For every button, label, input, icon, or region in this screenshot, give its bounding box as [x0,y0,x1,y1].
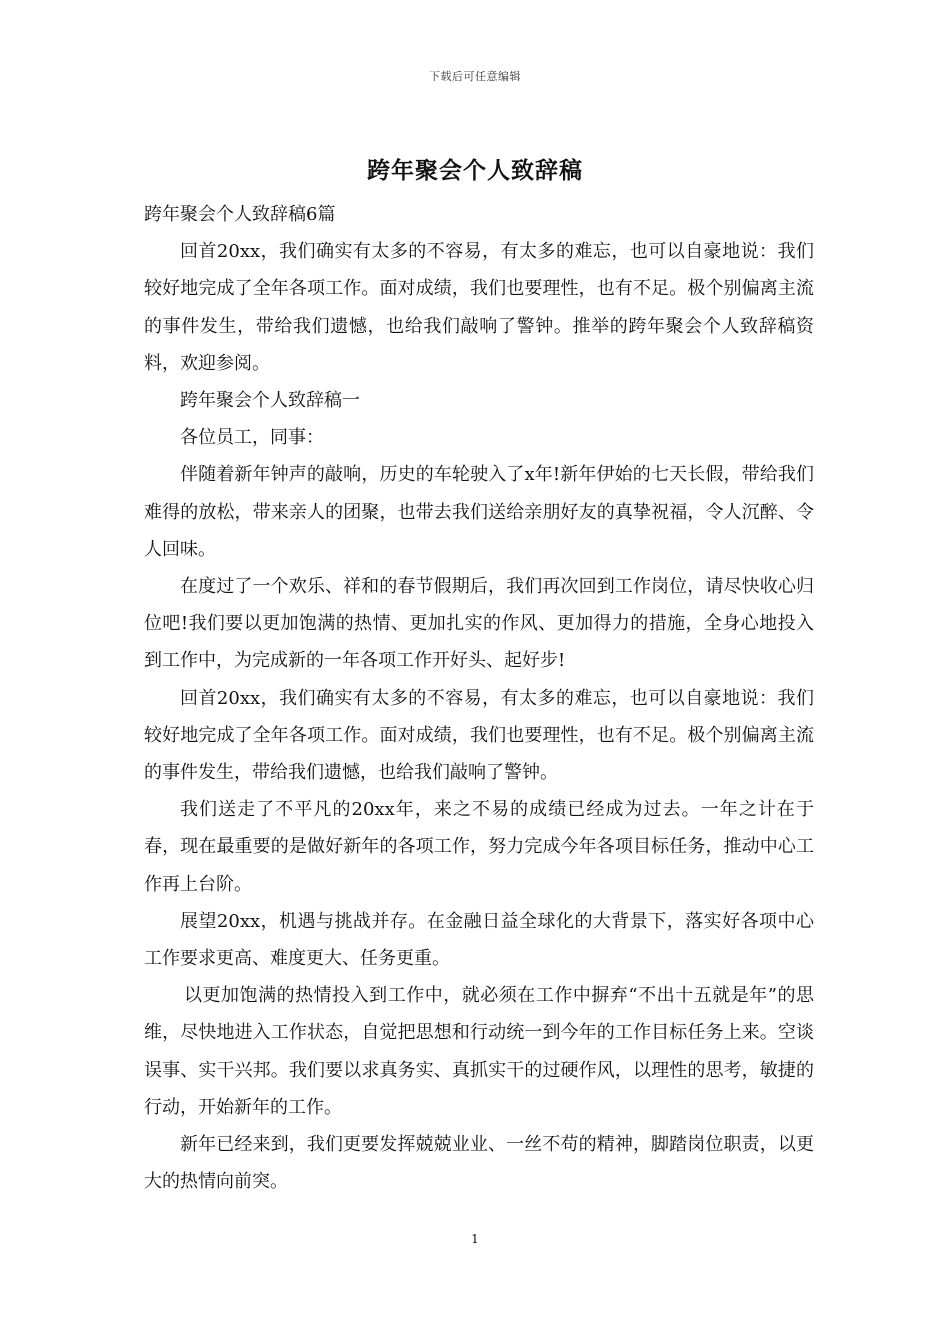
paragraph: 以更加饱满的热情投入到工作中，就必须在工作中摒弃“不出十五就是年”的思维，尽快地进入工作状态，自觉把思想和行动统一到今年的工作目标任务上来。空谈误事、实干兴邦。我们要以求真务实、真抓实干的过硬作风，以理性的思考，敏捷的行动，开始新年的工作。 [144,985,814,1118]
paragraph: 我们送走了不平凡的20xx年，来之不易的成绩已经成为过去。一年之计在于春，现在最重要的是做好新年的各项工作，努力完成今年各项目标任务，推动中心工作再上台阶。 [144,799,814,895]
page-number: 1 [471,1232,479,1246]
paragraph: 新年已经来到，我们更要发挥兢兢业业、一丝不苟的精神，脚踏岗位职责，以更大的热情向前突。 [144,1134,814,1193]
document-title: 跨年聚会个人致辞稿 [367,157,583,184]
paragraph: 在度过了一个欢乐、祥和的春节假期后，我们再次回到工作岗位，请尽快收心归位吧!我们要以更加饱满的热情、更加扎实的作风、更加得力的措施，全身心地投入到工作中，为完成新的一年各项工作开好头、起好步! [144,576,814,672]
document-subtitle: 跨年聚会个人致辞稿6篇 [144,204,336,225]
paragraph: 回首20xx，我们确实有太多的不容易，有太多的难忘，也可以自豪地说：我们较好地完成了全年各项工作。面对成绩，我们也要理性，也有不足。极个别偏离主流的事件发生，带给我们遗憾，也给我们敲响了警钟。 [144,687,814,784]
document-body [144,196,814,1200]
paragraph-intro: 回首20xx，我们确实有太多的不容易，有太多的难忘，也可以自豪地说：我们较好地完成了全年各项工作。面对成绩，我们也要理性，也有不足。极个别偏离主流的事件发生，带给我们遗憾，也给我们敲响了警钟。推举的跨年聚会个人致辞稿资料，欢迎参阅。 [144,241,814,374]
salutation: 各位员工，同事： [180,427,324,449]
header-note: 下载后可任意编辑 [429,70,521,83]
paragraph: 伴随着新年钟声的敲响，历史的车轮驶入了x年!新年伊始的七天长假，带给我们难得的放松，带来亲人的团聚，也带去我们送给亲朋好友的真挚祝福，令人沉醉、令人回味。 [144,464,814,560]
section-heading: 跨年聚会个人致辞稿一 [180,390,360,412]
paragraph: 展望20xx，机遇与挑战并存。在金融日益全球化的大背景下，落实好各项中心工作要求更高、难度更大、任务更重。 [144,910,814,970]
